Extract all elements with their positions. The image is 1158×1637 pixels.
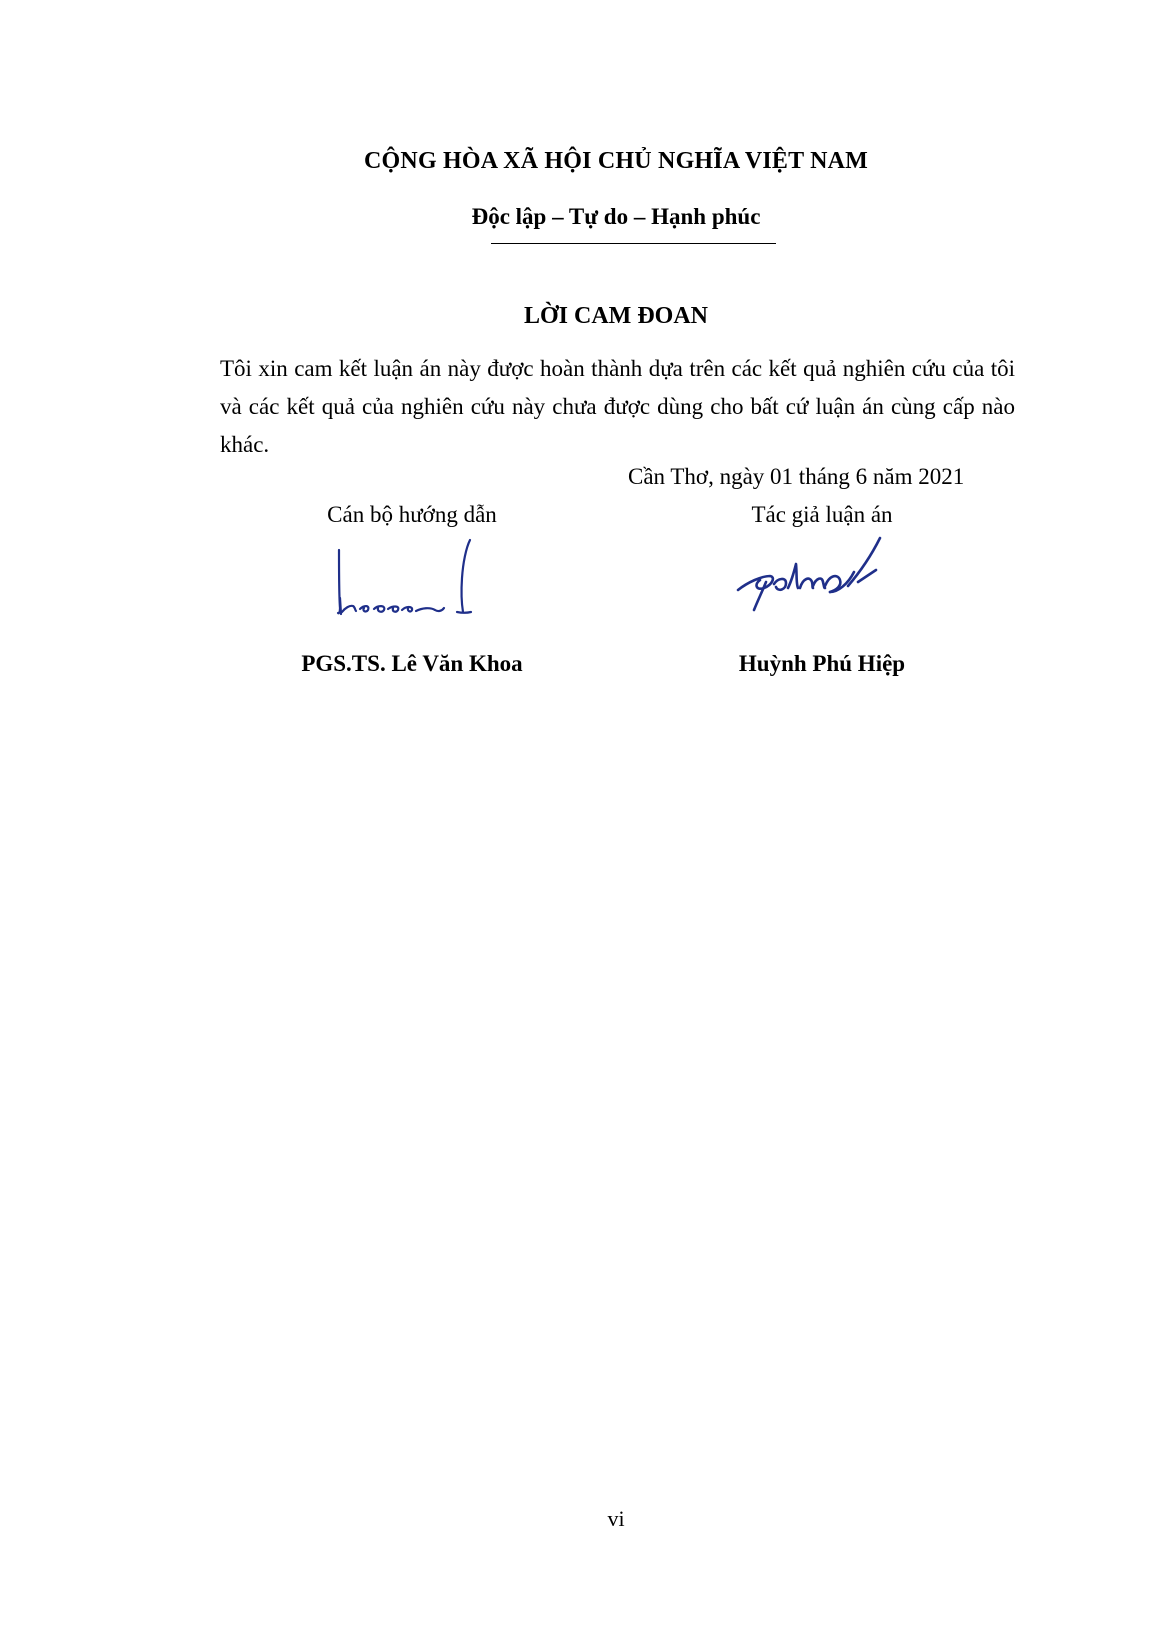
- author-name: Huỳnh Phú Hiệp: [738, 651, 906, 676]
- nation-heading: CỘNG HÒA XÃ HỘI CHỦ NGHĨA VIỆT NAM: [364, 148, 868, 174]
- document-title: LỜI CAM ĐOAN: [524, 303, 708, 329]
- supervisor-role-label: Cán bộ hướng dẫn: [327, 502, 497, 527]
- author-role-label: Tác giả luận án: [751, 502, 893, 527]
- place-date: Cần Thơ, ngày 01 tháng 6 năm 2021: [628, 464, 965, 489]
- motto-heading: Độc lập – Tự do – Hạnh phúc: [471, 204, 761, 229]
- supervisor-name: PGS.TS. Lê Văn Khoa: [301, 651, 523, 676]
- author-signature: [730, 530, 920, 635]
- page-number: vi: [607, 1506, 625, 1531]
- motto-underline: [491, 243, 776, 244]
- declaration-paragraph: Tôi xin cam kết luận án này được hoàn thành dựa trên các kết quả nghiên cứu của tôi và các kết quả của nghiên cứu này chưa được dùng cho bất cứ luận án cùng cấp nào khác.: [220, 356, 1015, 457]
- supervisor-signature: [320, 538, 500, 638]
